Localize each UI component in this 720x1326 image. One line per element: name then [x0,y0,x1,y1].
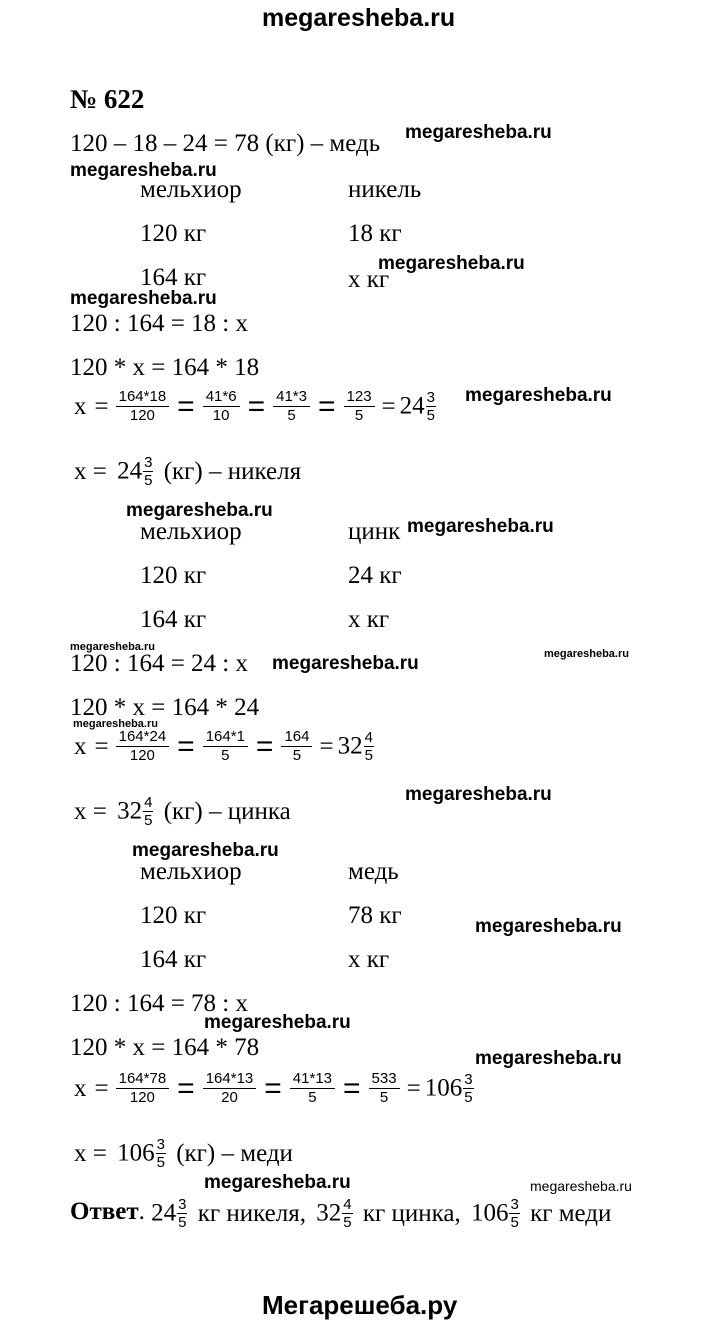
b2-r2-c2: x кг [348,606,390,633]
denominator: 20 [221,1089,238,1106]
equals-sign: = [94,392,109,420]
denominator: 5 [354,407,364,424]
equals-sign: = [255,729,274,763]
mixed-number [151,1196,187,1231]
denominator: 5 [379,1089,389,1106]
whole-part: 24 [117,457,143,485]
numerator: 164 [281,728,312,747]
fraction-part [426,389,436,424]
result-prefix: x = [74,1139,114,1167]
whole-part: 24 [399,392,425,420]
b1-calc [70,388,436,425]
equals-sign: = [343,1071,361,1105]
b2-product: 120 * x = 164 * 24 [70,694,260,721]
fraction-part [463,1071,473,1106]
watermark: megaresheba.ru [70,160,217,181]
watermark: megaresheba.ru [407,516,554,537]
denominator: 5 [178,1214,187,1231]
b3-product: 120 * x = 164 * 78 [70,1034,260,1061]
mixed-number [117,794,153,829]
whole-part: 32 [337,732,363,760]
fraction [290,1070,335,1107]
numerator: 3 [178,1196,187,1213]
b1-r2-c2: x кг [348,266,390,293]
b3-col2-header: медь [348,858,399,885]
answer-text: кг никеля, [191,1199,313,1227]
whole-part: 32 [316,1199,342,1227]
watermark: megaresheba.ru [132,840,279,861]
watermark: megaresheba.ru [70,288,217,309]
denominator: 5 [308,1089,317,1106]
watermark: megaresheba.ru [204,1172,351,1193]
result-suffix: (кг) – меди [169,1139,293,1167]
denominator: 5 [144,812,153,829]
b2-result [70,794,295,829]
fraction [203,1070,257,1107]
numerator: 3 [464,1071,473,1088]
numerator: 4 [343,1196,352,1213]
equals-sign: = [319,732,334,760]
denominator: 5 [364,747,373,764]
numerator: 3 [156,1136,165,1153]
numerator: 164*13 [203,1070,257,1089]
denominator: 5 [287,407,296,424]
watermark: megaresheba.ru [272,653,419,674]
equals-sign: = [177,729,195,763]
watermark: megaresheba.ru [126,500,273,521]
b1-col2-header: никель [348,176,422,203]
x-var: x [74,392,87,420]
equals-sign: = [177,389,195,423]
answer-dot: . [138,1198,152,1226]
b1-result [70,454,305,489]
watermark: megaresheba.ru [73,718,158,730]
watermark: megaresheba.ru [405,122,552,143]
denominator: 10 [212,407,230,424]
equals-sign: = [264,1071,282,1105]
numerator: 164*24 [116,728,170,747]
answer-line [70,1196,615,1231]
numerator: 3 [426,389,435,406]
fraction [203,388,240,425]
watermark: megaresheba.ru [530,1178,632,1194]
mixed-number [400,389,436,424]
copper-line: 120 – 18 – 24 = 78 (кг) – медь [70,130,381,157]
fraction-part [177,1196,187,1231]
b2-proportion: 120 : 164 = 24 : x [70,650,248,677]
whole-part: 106 [470,1199,509,1227]
equals-sign: = [177,1071,195,1105]
header-site: megaresheba.ru [262,4,456,32]
fraction-part [509,1196,519,1231]
denominator: 120 [129,747,155,764]
mixed-number [117,1136,166,1171]
b1-col1-header: мельхиор [140,176,242,203]
watermark: megaresheba.ru [544,648,629,660]
watermark: megaresheba.ru [405,784,552,805]
answer-text: кг меди [523,1199,612,1227]
mixed-number [425,1071,474,1106]
b3-proportion: 120 : 164 = 78 : x [70,990,248,1017]
fraction [369,1070,400,1107]
footer-site: Мегарешеба.ру [262,1290,458,1320]
result-prefix: x = [74,457,114,485]
b2-calc [70,728,374,765]
result-suffix: (кг) – цинка [157,797,291,825]
numerator: 164*1 [203,728,248,747]
numerator: 41*6 [203,388,240,407]
numerator: 123 [344,388,375,407]
fraction [344,388,375,425]
watermark: megaresheba.ru [70,641,155,653]
fraction [203,728,248,765]
equals-sign: = [247,389,266,423]
equals-sign: = [381,392,396,420]
fraction-part [156,1136,166,1171]
x-var: x [74,732,87,760]
denominator: 5 [292,747,302,764]
denominator: 5 [343,1214,352,1231]
fraction [116,388,170,425]
whole-part: 106 [117,1139,155,1167]
result-suffix: (кг) – никеля [157,457,302,485]
mixed-number [316,1196,352,1231]
b1-product: 120 * x = 164 * 18 [70,354,260,381]
answer-label: Ответ [70,1198,139,1226]
equals-sign: = [317,389,336,423]
fraction [273,388,310,425]
equals-sign: = [94,732,109,760]
b1-r1-c1: 120 кг [140,220,207,247]
fraction-part [364,729,374,764]
b2-r1-c2: 24 кг [348,562,402,589]
b2-col2-header: цинк [348,518,401,545]
whole-part: 32 [117,797,143,825]
mixed-number [471,1196,520,1231]
answer-text: кг цинка, [356,1199,467,1227]
equals-sign: = [406,1074,421,1102]
numerator: 4 [144,794,153,811]
equals-sign: = [94,1074,109,1102]
b3-result [70,1136,297,1171]
b1-r2-c1: 164 кг [140,264,207,291]
b1-proportion: 120 : 164 = 18 : x [70,310,248,337]
watermark: megaresheba.ru [378,253,525,274]
numerator: 3 [510,1196,519,1213]
b3-r2-c2: x кг [348,946,390,973]
watermark: megaresheba.ru [465,385,612,406]
answer-parts [151,1196,615,1231]
b2-r1-c1: 120 кг [140,562,207,589]
denominator: 120 [129,1089,155,1106]
denominator: 120 [129,407,155,424]
watermark: megaresheba.ru [475,1048,622,1069]
b3-r2-c1: 164 кг [140,946,207,973]
b1-r1-c2: 18 кг [348,220,402,247]
numerator: 41*3 [273,388,310,407]
mixed-number [117,454,153,489]
denominator: 5 [221,747,230,764]
b3-col1-header: мельхиор [140,858,242,885]
numerator: 4 [364,729,373,746]
numerator: 3 [144,454,153,471]
whole-part: 24 [151,1199,177,1227]
numerator: 41*13 [290,1070,335,1089]
denominator: 5 [510,1214,519,1231]
fraction-part [342,1196,352,1231]
fraction [116,728,170,765]
numerator: 164*18 [116,388,170,407]
denominator: 5 [156,1154,165,1171]
numerator: 533 [369,1070,400,1089]
denominator: 5 [426,407,435,424]
task-number: № 622 [70,84,145,114]
denominator: 5 [464,1089,473,1106]
fraction [281,728,312,765]
result-prefix: x = [74,797,114,825]
mixed-number [338,729,374,764]
fraction-part [143,794,153,829]
b3-r1-c2: 78 кг [348,902,402,929]
watermark: megaresheba.ru [204,1012,351,1033]
whole-part: 106 [424,1074,463,1102]
b2-r2-c1: 164 кг [140,606,207,633]
watermark: megaresheba.ru [475,916,622,937]
x-var: x [74,1074,87,1102]
b3-calc [70,1070,474,1107]
fraction-part [143,454,153,489]
denominator: 5 [144,472,153,489]
b2-col1-header: мельхиор [140,518,242,545]
numerator: 164*78 [116,1070,170,1089]
fraction [116,1070,170,1107]
b3-r1-c1: 120 кг [140,902,207,929]
